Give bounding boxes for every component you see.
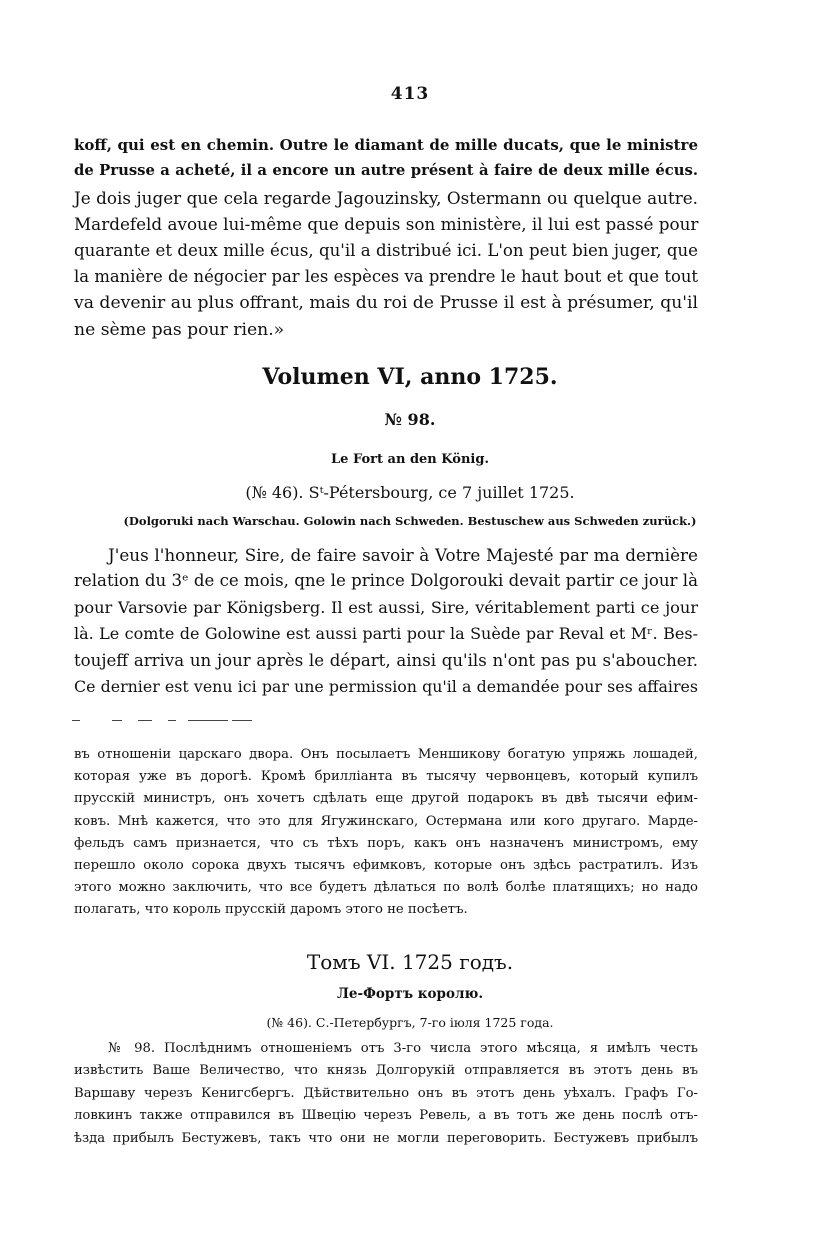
text-line: которая уже въ дорогѣ. Кромѣ бриллiанта въ тысячу червонцевъ, который купилъ	[74, 769, 698, 785]
summary-line: (Dolgoruki nach Warschau. Golowin nach Schweden. Bestuschew aus Schweden zurück.)	[123, 514, 697, 528]
text-line: là. Le comte de Golowine est aussi parti pour la Suède par Reval et Mʳ. Bes-	[74, 624, 698, 644]
text-line: ne sème pas pour rien.»	[74, 319, 285, 340]
text-line: ловкинъ также отправился въ Швецію черезъ Ревель, а въ тотъ же день послѣ отъ-	[74, 1108, 698, 1124]
russian-addressee-heading: Ле-Фортъ королю.	[336, 986, 484, 1002]
text-line: фельдъ самъ признается, что съ тѣхъ поръ, какъ онъ назначенъ министромъ, ему	[74, 835, 698, 851]
text-line: koff, qui est en chemin. Outre le diamant de mille ducats, que le ministre	[74, 136, 698, 154]
russian-continuation-paragraph	[74, 744, 698, 922]
section-divider	[72, 720, 252, 722]
text-line: va devenir au plus offrant, mais du roi de Prusse il est à présumer, qu'il	[74, 293, 698, 314]
text-line: Mardefeld avoue lui-même que depuis son ministère, il lui est passé pour	[74, 214, 699, 235]
place-date-line: (№ 46). Sᵗ-Pétersbourg, ce 7 juillet 1725.	[245, 483, 575, 502]
text-line: quarante et deux mille écus, qu'il a distribué ici. L'on peut bien juger, que	[74, 240, 698, 260]
text-line: pour Varsovie par Königsberg. Il est aussi, Sire, véritablement parti ce jour	[74, 597, 698, 617]
text-line: извѣстить Ваше Величество, что князь Долгорукій отправляется въ этотъ день въ	[74, 1063, 698, 1079]
russian-letter-paragraph	[74, 1038, 698, 1150]
text-line: перешло около сорока двухъ тысячъ ефимковъ, которые онъ здѣсь растратилъ. Изъ	[74, 857, 698, 873]
russian-place-date-line: (№ 46). С.-Петербургъ, 7-го іюля 1725 года.	[266, 1015, 554, 1030]
text-line: ковъ. Мнѣ кажется, что это для Ягужинскаго, Остермана или кого другаго. Марде-	[74, 813, 698, 829]
volume-heading: Volumen VI, anno 1725.	[262, 364, 558, 390]
text-line: Ce dernier est venu ici par une permission qu'il a demandée pour ses affaires	[74, 676, 698, 696]
french-letter-paragraph	[74, 542, 698, 700]
text-line: ѣзда прибылъ Бестужевъ, такъ что они не могли переговорить. Бестужевъ прибылъ	[74, 1130, 698, 1146]
text-line: этого можно заключить, что все будетъ дѣлаться по волѣ болѣе платящихъ; но надо	[74, 880, 698, 896]
text-line: № 98. Послѣднимъ отношеніемъ отъ 3-го числа этого мѣсяца, я имѣлъ честь	[108, 1041, 698, 1056]
text-line: въ отношеніи царскаго двора. Онъ посылаетъ Меншикову богатую упряжь лошадей,	[74, 747, 698, 762]
text-line: прусскій министръ, онъ хочетъ сдѣлать еще другой подарокъ въ двѣ тысячи ефим-	[74, 791, 698, 807]
page-number: 413	[390, 84, 430, 104]
french-continuation-paragraph	[74, 132, 698, 343]
russian-volume-heading: Томъ VI. 1725 годъ.	[306, 950, 514, 974]
document-number: № 98.	[384, 410, 436, 429]
text-line: relation du 3ᵉ de ce mois, qne le prince Dolgorouki devait partir ce jour là	[74, 571, 698, 591]
text-line: toujeff arriva un jour après le départ, ainsi qu'ils n'ont pas pu s'aboucher.	[74, 650, 698, 670]
text-line: Варшаву черезъ Кенигсбергъ. Дѣйствительно онъ въ этотъ день уѣхалъ. Графъ Го-	[74, 1085, 698, 1101]
text-line: la manière de négocier par les espèces va prendre le haut bout et que tout	[74, 266, 698, 286]
text-line: Je dois juger que cela regarde Jagouzinsky, Ostermann ou quelque autre.	[74, 187, 698, 208]
text-line: J'eus l'honneur, Sire, de faire savoir à Votre Majesté par ma dernière	[108, 545, 698, 565]
text-line: de Prusse a acheté, il a encore un autre présent à faire de deux mille écus.	[74, 162, 698, 180]
text-line: полагать, что король прусскій даромъ этого не посѣетъ.	[74, 902, 468, 918]
addressee-heading: Le Fort an den König.	[331, 452, 489, 467]
